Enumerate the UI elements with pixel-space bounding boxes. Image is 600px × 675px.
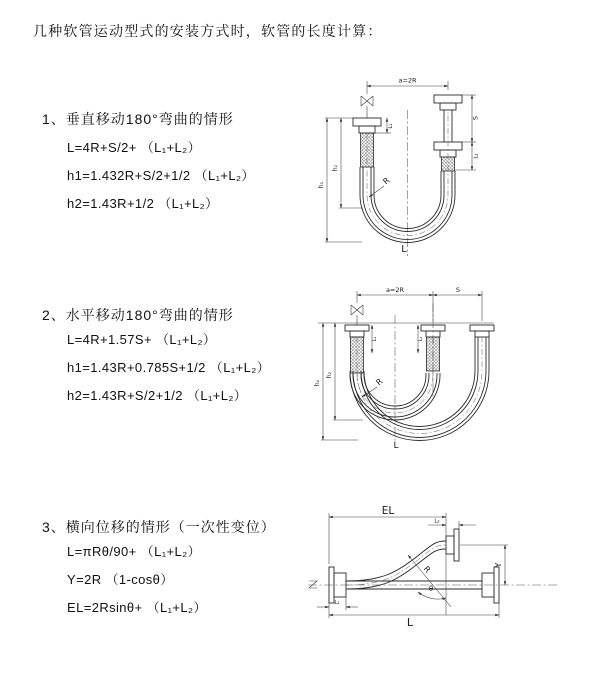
section2-formula-h1: h1=1.43R+0.785S+1/2 （L₁+L₂） — [67, 360, 271, 375]
left-flange — [353, 118, 381, 133]
section3-formula-Y: Y=2R （1-cosθ） — [67, 572, 174, 587]
label-a2r: a=2R — [398, 76, 417, 85]
label-el: EL — [381, 505, 395, 517]
label-s: S — [471, 115, 480, 121]
label-l1: L₁ — [372, 336, 378, 342]
section3-formula-L: L=πRθ/90+ （L₁+L₂） — [67, 544, 201, 559]
section3-formula-EL: EL=2Rsinθ+ （L₁+L₂） — [67, 600, 207, 615]
section2-formula-h2: h2=1.43R+S/2+1/2 （L₁+L₂） — [67, 388, 248, 403]
label-l2: L₂ — [473, 153, 480, 159]
right-flange-top — [434, 95, 462, 110]
section1-heading: 1、垂直移动180°弯曲的情形 — [42, 111, 234, 127]
label-l2: L₂ — [418, 336, 424, 342]
label-theta: θ — [428, 585, 434, 593]
label-y: Y — [494, 562, 503, 568]
label-a2r: a=2R — [385, 286, 405, 294]
section2-formula-L: L=4R+1.57S+ （L₁+L₂） — [67, 332, 217, 347]
label-h2: h₂ — [326, 371, 333, 379]
label-h2: h₂ — [332, 164, 339, 172]
label-l1: L₁ — [388, 123, 394, 129]
valve-icon — [361, 96, 373, 118]
label-h1: h₁ — [314, 379, 321, 387]
label-r: R — [374, 376, 385, 388]
label-l1: L₁ — [334, 600, 340, 606]
label-l: L — [401, 244, 407, 255]
diagram-lateral-displacement — [300, 500, 600, 650]
label-r: R — [421, 564, 433, 575]
left-flange — [345, 325, 369, 337]
page-title: 几种软管运动型式的安装方式时，软管的长度计算： — [33, 23, 383, 39]
diagram-horizontal-180-bend — [308, 283, 598, 453]
right-flange — [470, 325, 494, 337]
valve-icon — [351, 305, 363, 325]
displaced-hose — [346, 541, 446, 589]
label-l: L — [393, 441, 399, 451]
section3-heading: 3、横向位移的情形（一次性变位） — [42, 519, 276, 535]
label-r: R — [381, 175, 392, 187]
label-l: L — [406, 616, 414, 629]
section1-formula-h2: h2=1.43R+1/2 （L₁+L₂） — [67, 196, 219, 211]
label-s: S — [455, 286, 461, 294]
diagram-vertical-180-bend — [305, 70, 585, 260]
section1-formula-L: L=4R+S/2+ （L₁+L₂） — [67, 140, 202, 155]
top-flange — [446, 529, 459, 561]
section2-heading: 2、水平移动180°弯曲的情形 — [42, 307, 234, 323]
break-mark — [309, 581, 317, 588]
u-hose-moved — [350, 337, 489, 441]
label-h1: h₁ — [318, 181, 325, 189]
label-l2: L₂ — [434, 518, 440, 525]
section1-formula-h1: h1=1.432R+S/2+1/2 （L₁+L₂） — [67, 168, 255, 183]
